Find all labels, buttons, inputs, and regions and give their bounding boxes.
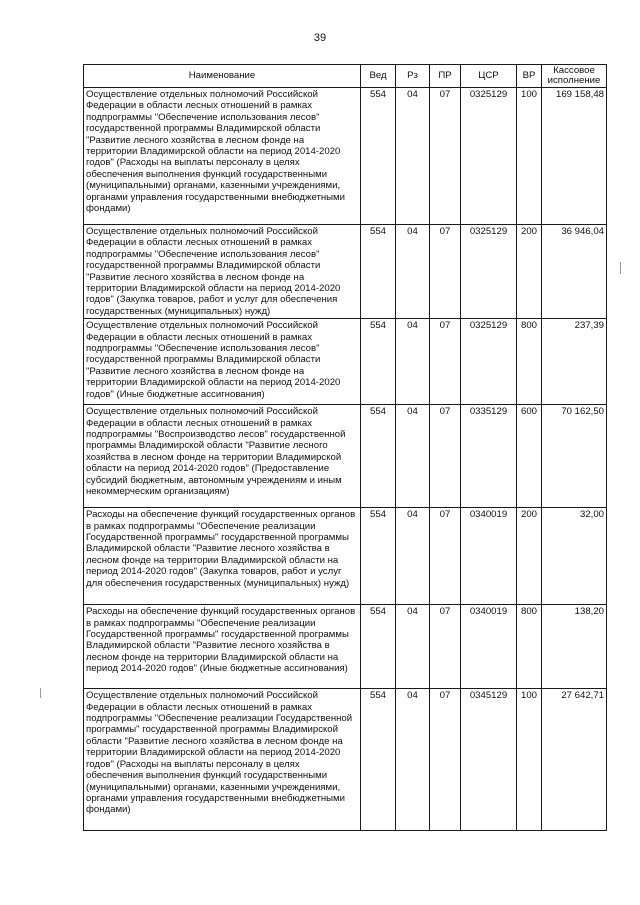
row-vr: 200 <box>517 225 542 319</box>
row-name: Расходы на обеспечение функций государственных органов в рамках подпрограммы "Обеспечение реализации Государственной программы" государственной программы Владимирской области "Развитие лесного хозяйства в лесном фонде на территории Владимирской области на период 2014-2020 годов" (Закупка товаров, работ и услуг для обеспечения государственных (муниципальных) нужд) <box>84 508 361 605</box>
row-csr: 0340019 <box>461 605 517 689</box>
row-rz: 04 <box>396 508 430 605</box>
row-name: Расходы на обеспечение функций государственных органов в рамках подпрограммы "Обеспечение реализации Государственной программы" государственной программы Владимирской области "Развитие лесного хозяйства в лесном фонде на территории Владимирской области на период 2014-2020 годов" (Иные бюджетные ассигнования) <box>84 605 361 689</box>
row-ved: 554 <box>361 508 396 605</box>
header-pr: ПР <box>430 65 461 88</box>
row-pr: 07 <box>430 689 461 831</box>
header-csr: ЦСР <box>461 65 517 88</box>
row-name: Осуществление отдельных полномочий Российской Федерации в области лесных отношений в рамках подпрограммы "Обеспечение использования лесов" государственной программы Владимирской области "Развитие лесного хозяйства в лесном фонде на территории Владимирской области на период 2014-2020 годов" (Закупка товаров, работ и услуг для обеспечения государственных (муниципальных) нужд) <box>84 225 361 319</box>
row-name: Осуществление отдельных полномочий Российской Федерации в области лесных отношений в рамках подпрограммы "Воспроизводство лесов" государственной программы Владимирской области "Развитие лесного хозяйства в лесном фонде на территории Владимирской области на период 2014-2020 годов" (Предоставление субсидий бюджетным, автономным учреждениям и иным некоммерческим организациям) <box>84 405 361 508</box>
table-row <box>84 605 607 689</box>
header-name: Наименование <box>84 65 361 88</box>
row-pr: 07 <box>430 319 461 405</box>
row-name: Осуществление отдельных полномочий Российской Федерации в области лесных отношений в рамках подпрограммы "Обеспечение использования лесов" государственной программы Владимирской области "Развитие лесного хозяйства в лесном фонде на территории Владимирской области на период 2014-2020 годов" (Расходы на выплаты персоналу в целях обеспечения выполнения функций государственными (муниципальными) органами, казенными учреждениями, органами управления государственными внебюджетными фондами) <box>84 88 361 225</box>
table-row <box>84 405 607 508</box>
row-pr: 07 <box>430 605 461 689</box>
row-csr: 0325129 <box>461 225 517 319</box>
header-rz: Рз <box>396 65 430 88</box>
row-name: Осуществление отдельных полномочий Российской Федерации в области лесных отношений в рамках подпрограммы "Обеспечение использования лесов" государственной программы Владимирской области "Развитие лесного хозяйства в лесном фонде на территории Владимирской области на период 2014-2020 годов" (Иные бюджетные ассигнования) <box>84 319 361 405</box>
budget-execution-table <box>83 64 607 831</box>
row-rz: 04 <box>396 405 430 508</box>
row-ved: 554 <box>361 689 396 831</box>
row-pr: 07 <box>430 405 461 508</box>
page-number: 39 <box>313 32 327 44</box>
row-rz: 04 <box>396 225 430 319</box>
row-rz: 04 <box>396 689 430 831</box>
row-ved: 554 <box>361 88 396 225</box>
row-amount: 138,20 <box>542 605 607 689</box>
table-row <box>84 508 607 605</box>
row-vr: 800 <box>517 319 542 405</box>
row-csr: 0325129 <box>461 88 517 225</box>
scan-fold-mark <box>40 688 41 698</box>
row-amount: 237,39 <box>542 319 607 405</box>
row-rz: 04 <box>396 319 430 405</box>
row-name: Осуществление отдельных полномочий Российской Федерации в области лесных отношений в рамках подпрограммы "Обеспечение реализации Государственной программы" государственной программы Владимирской области "Развитие лесного хозяйства в лесном фонде на территории Владимирской области на период 2014-2020 годов" (Расходы на выплаты персоналу в целях обеспечения выполнения функций государственными (муниципальными) органами, казенными учреждениями, органами управления государственными внебюджетными фондами) <box>84 689 361 831</box>
row-amount: 70 162,50 <box>542 405 607 508</box>
row-amount: 32,00 <box>542 508 607 605</box>
table-row <box>84 689 607 831</box>
row-vr: 200 <box>517 508 542 605</box>
row-csr: 0340019 <box>461 508 517 605</box>
row-pr: 07 <box>430 225 461 319</box>
header-amount: Кассовое исполнение <box>542 65 607 88</box>
row-rz: 04 <box>396 605 430 689</box>
header-ved: Вед <box>361 65 396 88</box>
row-amount: 27 642,71 <box>542 689 607 831</box>
row-ved: 554 <box>361 319 396 405</box>
scan-fold-mark <box>620 262 621 274</box>
row-ved: 554 <box>361 405 396 508</box>
row-csr: 0345129 <box>461 689 517 831</box>
row-pr: 07 <box>430 508 461 605</box>
row-ved: 554 <box>361 225 396 319</box>
table-row <box>84 319 607 405</box>
table-row <box>84 225 607 319</box>
row-pr: 07 <box>430 88 461 225</box>
row-vr: 100 <box>517 689 542 831</box>
row-csr: 0325129 <box>461 319 517 405</box>
row-vr: 600 <box>517 405 542 508</box>
table-row <box>84 88 607 225</box>
row-csr: 0335129 <box>461 405 517 508</box>
row-vr: 100 <box>517 88 542 225</box>
row-amount: 36 946,04 <box>542 225 607 319</box>
row-ved: 554 <box>361 605 396 689</box>
row-amount: 169 158,48 <box>542 88 607 225</box>
table-header-row <box>84 65 607 88</box>
row-rz: 04 <box>396 88 430 225</box>
row-vr: 800 <box>517 605 542 689</box>
header-vr: ВР <box>517 65 542 88</box>
